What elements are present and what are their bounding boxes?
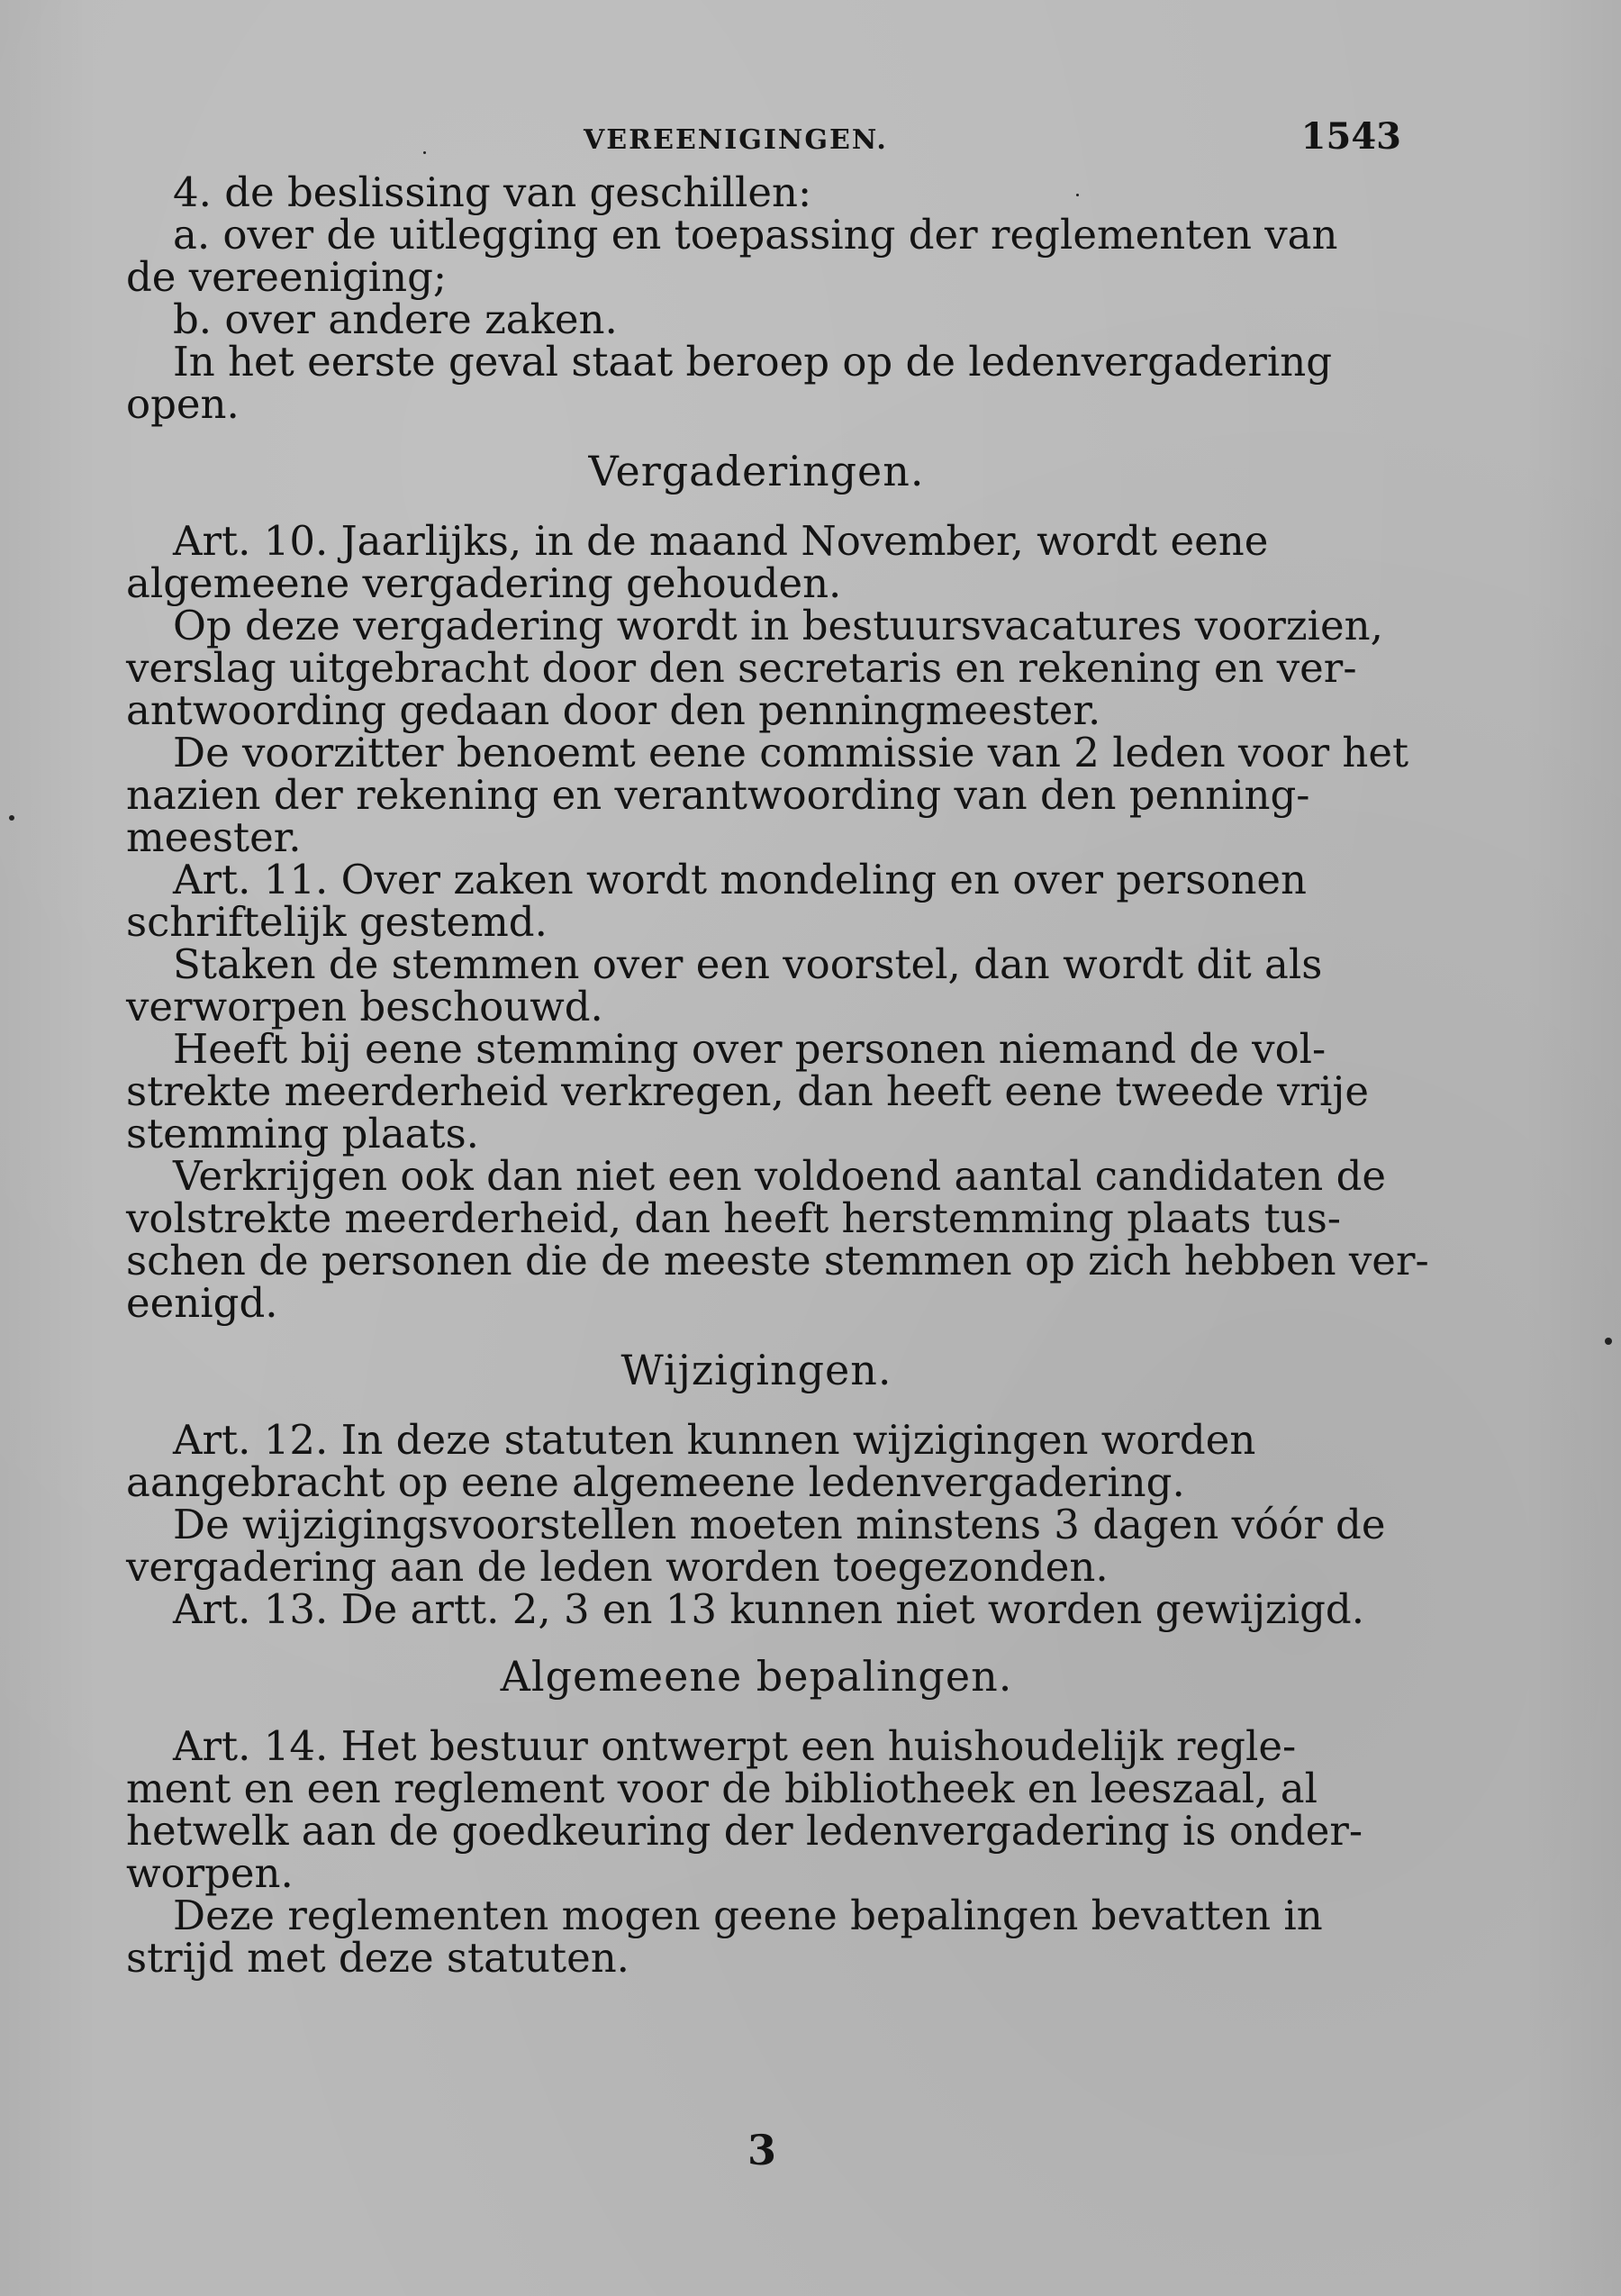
paragraph-line: Deze reglementen mogen geene bepalingen bevatten in	[173, 1892, 1323, 1939]
paragraph-line: Art. 13. De artt. 2, 3 en 13 kunnen niet worden gewijzigd.	[173, 1585, 1365, 1633]
paragraph-line: Art. 10. Jaarlijks, in de maand November, wordt eene	[173, 517, 1269, 565]
article-13	[126, 1585, 1387, 1633]
paragraph-line: eenigd.	[126, 1279, 278, 1327]
section-heading-amendments: Wijzigingen.	[620, 1346, 892, 1394]
paragraph-line: meester.	[126, 813, 302, 861]
paper-speck	[1605, 1338, 1612, 1345]
paragraph-line: strekte meerderheid verkregen, dan heeft eene tweede vrije	[126, 1067, 1370, 1115]
list-item: 4. de beslissing van geschillen:	[173, 168, 812, 216]
article-14	[126, 1722, 1387, 1982]
paragraph-line: In het eerste geval staat beroep op de ledenvergadering	[173, 338, 1333, 386]
paragraph-line: aangebracht op eene algemeene ledenvergadering.	[126, 1458, 1185, 1506]
paragraph-line: Art. 14. Het bestuur ontwerpt een huishoudelijk regle-	[173, 1722, 1297, 1770]
page-number: 1543	[1300, 115, 1401, 158]
paragraph-line: antwoording gedaan door den penningmeester.	[126, 686, 1101, 734]
paper-speck	[9, 815, 14, 821]
paragraph-line: ment en een reglement voor de bibliotheek en leeszaal, al	[126, 1765, 1318, 1812]
list-item: de vereeniging;	[126, 253, 448, 301]
list-item: b. over andere zaken.	[173, 295, 618, 343]
article-11	[126, 856, 1429, 1327]
paragraph-line: algemeene vergadering gehouden.	[126, 559, 842, 607]
paragraph-line: De voorzitter benoemt eene commissie van 2 leden voor het	[173, 729, 1409, 776]
document-page	[126, 108, 1429, 2180]
document-body	[126, 168, 1429, 1982]
paragraph-line: stemming plaats.	[126, 1110, 479, 1157]
paragraph-line: schriftelijk gestemd.	[126, 898, 548, 946]
section-heading-general: Algemeene bepalingen.	[500, 1652, 1013, 1701]
paragraph-line: De wijzigingsvoorstellen moeten minstens 3 dagen vóór de	[173, 1501, 1386, 1548]
article-12	[126, 1416, 1387, 1591]
paragraph-line: Art. 11. Over zaken wordt mondeling en over personen	[173, 856, 1308, 903]
dispute-list	[126, 168, 1387, 428]
page-header	[126, 108, 1401, 171]
paper-speck	[423, 151, 426, 154]
paragraph-line: Verkrijgen ook dan niet een voldoend aantal candidaten de	[173, 1152, 1387, 1200]
paragraph-line: strijd met deze statuten.	[126, 1934, 629, 1982]
paragraph-line: verworpen beschouwd.	[126, 983, 603, 1030]
list-item: a. over de uitlegging en toepassing der reglementen van	[173, 211, 1338, 259]
signature-mark: 3	[747, 2126, 777, 2174]
section-heading-meetings: Vergaderingen.	[588, 447, 925, 495]
paragraph-line: verslag uitgebracht door den secretaris en rekening en ver-	[126, 644, 1357, 692]
paragraph-line: volstrekte meerderheid, dan heeft herstemming plaats tus-	[126, 1194, 1341, 1242]
paragraph-line: Staken de stemmen over een voorstel, dan wordt dit als	[173, 940, 1323, 988]
paragraph-line: worpen.	[126, 1849, 294, 1897]
paragraph-line: nazien der rekening en verantwoording van den penning-	[126, 771, 1310, 819]
running-title: VEREENIGINGEN.	[584, 124, 888, 156]
paragraph-line: open.	[126, 380, 240, 428]
article-10	[126, 517, 1409, 861]
paragraph-line: Heeft bij eene stemming over personen niemand de vol-	[173, 1025, 1327, 1073]
paragraph-line: hetwelk aan de goedkeuring der ledenvergadering is onder-	[126, 1807, 1363, 1855]
paragraph-line: schen de personen die de meeste stemmen op zich hebben ver-	[126, 1237, 1429, 1284]
paragraph-line: Op deze vergadering wordt in bestuursvacatures voorzien,	[173, 602, 1383, 649]
paper-speck	[1076, 194, 1079, 196]
paragraph-line: vergadering aan de leden worden toegezonden.	[126, 1543, 1109, 1591]
paragraph-line: Art. 12. In deze statuten kunnen wijzigingen worden	[173, 1416, 1256, 1464]
